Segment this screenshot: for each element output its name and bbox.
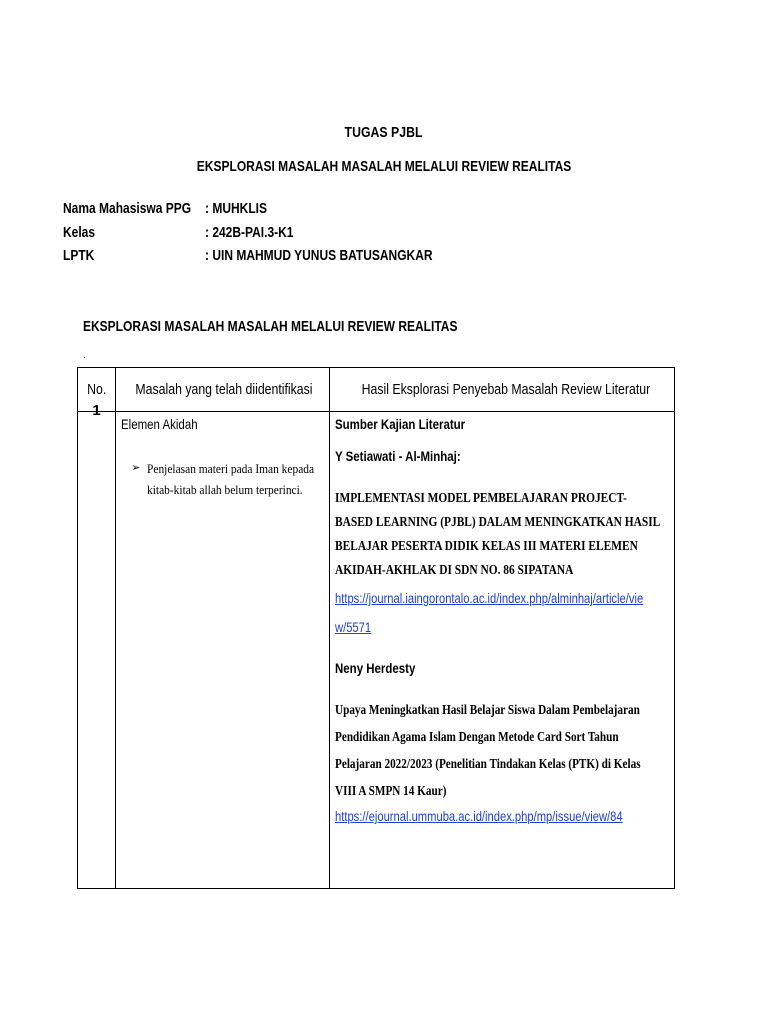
source-link-1[interactable] xyxy=(335,584,674,642)
info-label: Kelas xyxy=(63,224,96,241)
info-label: Nama Mahasiswa PPG xyxy=(63,200,192,217)
header-problem: Masalah yang telah diidentifikasi xyxy=(116,368,330,412)
source-link-1-line-1[interactable]: https://journal.iaingorontalo.ac.id/index.php/alminhaj/article/vie xyxy=(335,590,644,606)
document-subtitle-text: EKSPLORASI MASALAH MASALAH MELALUI REVIEW REALITAS xyxy=(196,158,572,175)
stray-dot: . xyxy=(83,350,86,361)
document-subtitle xyxy=(0,158,768,175)
bullet-arrow-icon: ➢ xyxy=(131,462,141,474)
info-label: LPTK xyxy=(63,247,95,264)
source-heading: Sumber Kajian Literatur xyxy=(335,416,466,432)
problem-bullet xyxy=(131,458,329,500)
problem-text: Penjelasan materi pada Iman kepada kitab-kitab allah belum terperinci. xyxy=(147,461,315,497)
section-title xyxy=(83,318,551,335)
row-number: 1 xyxy=(78,412,116,889)
problem-cell xyxy=(116,412,330,889)
element-label: Elemen Akidah xyxy=(121,416,198,432)
source-link-2[interactable]: https://ejournal.ummuba.ac.id/index.php/mp/issue/view/84 xyxy=(335,808,623,824)
source-link-1-line-2[interactable]: w/5571 xyxy=(335,619,372,635)
source-author-2: Neny Herdesty xyxy=(335,660,416,676)
header-result: Hasil Eksplorasi Penyebab Masalah Review Literatur xyxy=(330,368,675,412)
exploration-table xyxy=(77,367,675,889)
section-title-text: EKSPLORASI MASALAH MASALAH MELALUI REVIEW REALITAS xyxy=(83,318,458,335)
document-title xyxy=(0,124,768,141)
header-no: No. xyxy=(78,368,116,412)
source-title-1: IMPLEMENTASI MODEL PEMBELAJARAN PROJECT- BASED LEARNING (PJBL) DALAM MENINGKATKAN HASIL BELAJAR PESERTA DIDIK KELAS III MATERI ELEMEN AKIDAH-AKHLAK DI SDN NO. 86 SIPATANA xyxy=(335,490,661,577)
document-title-text: TUGAS PJBL xyxy=(345,124,423,141)
source-author-1: Y Setiawati - Al-Minhaj: xyxy=(335,448,461,464)
table-row xyxy=(78,412,675,889)
source-title-2: Upaya Meningkatkan Hasil Belajar Siswa Dalam Pembelajaran Pendidikan Agama Islam Dengan Metode Card Sort Tahun Pelajaran 2022/2023 (Penelitian Tindakan Kelas (PTK) di Kelas VIII A SMPN 14 Kaur) xyxy=(335,702,641,798)
info-value: : UIN MAHMUD YUNUS BATUSANGKAR xyxy=(205,247,433,264)
table-header-row xyxy=(78,368,675,412)
info-value: : MUHKLIS xyxy=(205,200,267,217)
result-cell xyxy=(330,412,675,889)
info-value: : 242B-PAI.3-K1 xyxy=(205,224,294,241)
